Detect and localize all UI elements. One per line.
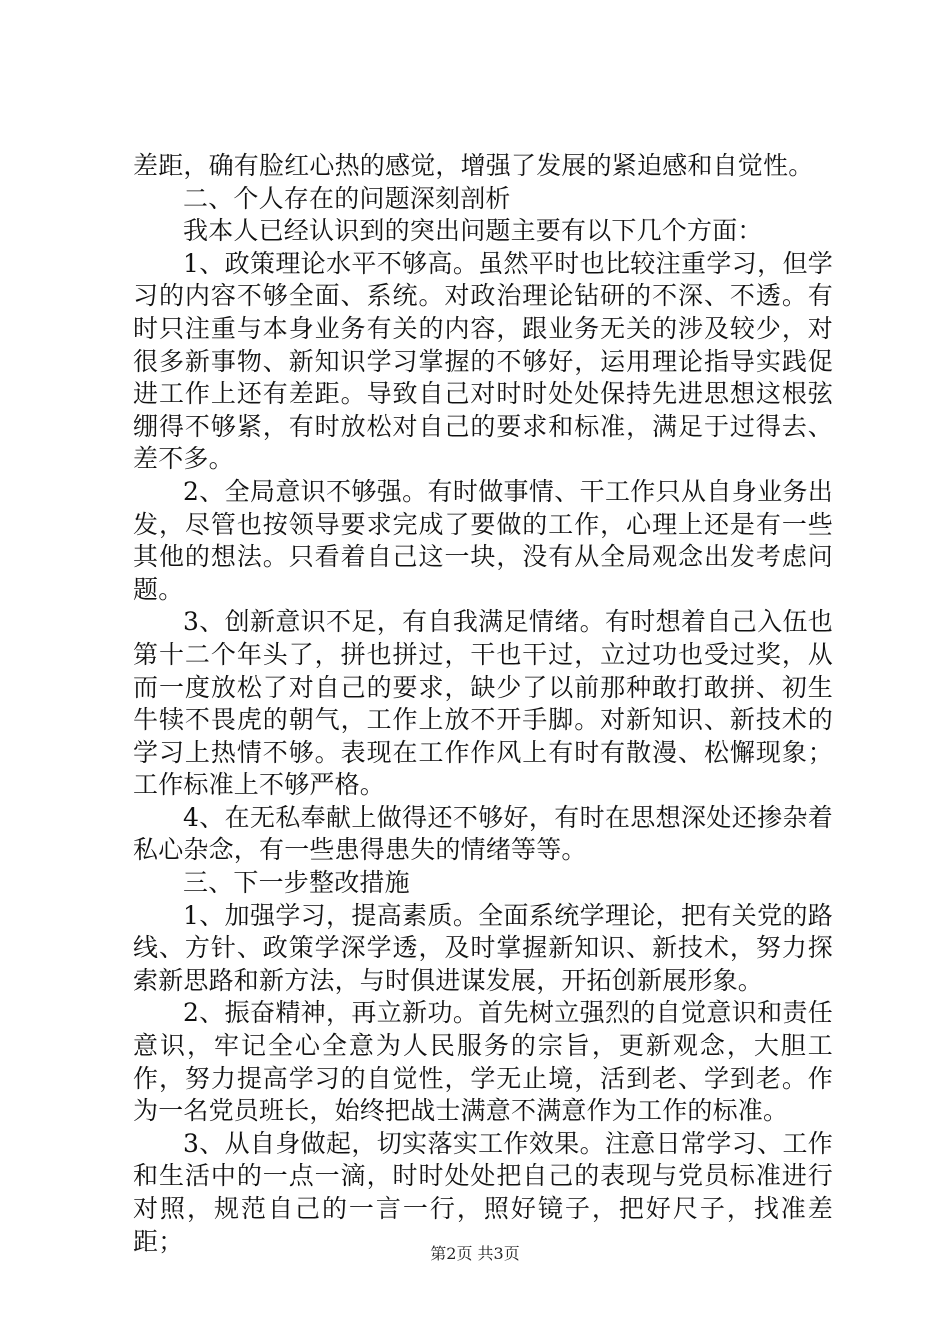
paragraph-measure-1: 1、加强学习，提高素质。全面系统学理论，把有关党的路线、方针、政策学深学透，及时掌握新知识、新技术，努力探索新思路和新方法，与时俱进谋发展，开拓创新展形象。 [133, 900, 833, 995]
document-body [133, 150, 833, 1258]
paragraph-intro: 我本人已经认识到的突出问题主要有以下几个方面： [183, 216, 763, 246]
paragraph-continuation: 差距，确有脸红心热的感觉，增强了发展的紧迫感和自觉性。 [133, 151, 814, 180]
paragraph-measure-2: 2、振奋精神，再立新功。首先树立强烈的自觉意识和责任意识，牢记全心全意为人民服务的宗旨，更新观念，大胆工作，努力提高学习的自觉性，学无止境，活到老、学到老。作为一名党员班长，始终把战士满意不满意作为工作的标准。 [133, 998, 833, 1126]
page-footer: 第2页 共3页 [430, 1244, 520, 1263]
paragraph-problem-2: 2、全局意识不够强。有时做事情、干工作只从自身业务出发，尽管也按领导要求完成了要做的工作，心理上还是有一些其他的想法。只看着自己这一块，没有从全局观念出发考虑问题。 [133, 476, 833, 604]
section-heading-measures: 三、下一步整改措施 [183, 868, 410, 898]
paragraph-problem-1: 1、政策理论水平不够高。虽然平时也比较注重学习，但学习的内容不够全面、系统。对政治理论钻研的不深、不透。有时只注重与本身业务有关的内容，跟业务无关的涉及较少，对很多新事物、新知识学习掌握的不够好，运用理论指导实践促进工作上还有差距。导致自己对时时处处保持先进思想这根弦绷得不够紧，有时放松对自己的要求和标准，满足于过得去、差不多。 [133, 248, 833, 474]
section-heading-problems: 二、个人存在的问题深刻剖析 [183, 183, 511, 213]
paragraph-measure-3: 3、从自身做起，切实落实工作效果。注意日常学习、工作和生活中的一点一滴，时时处处把自己的表现与党员标准进行对照，规范自己的一言一行，照好镜子，把好尺子，找准差距； [133, 1128, 833, 1256]
paragraph-problem-4: 4、在无私奉献上做得还不够好，有时在思想深处还掺杂着私心杂念，有一些患得患失的情绪等等。 [133, 802, 833, 865]
paragraph-problem-3: 3、创新意识不足，有自我满足情绪。有时想着自己入伍也第十二个年头了，拼也拼过，干也干过，立过功也受过奖，从而一度放松了对自己的要求，缺少了以前那种敢打敢拼、初生牛犊不畏虎的朝气，工作上放不开手脚。对新知识、新技术的学习上热情不够。表现在工作作风上有时有散漫、松懈现象；工作标准上不够严格。 [133, 607, 833, 800]
